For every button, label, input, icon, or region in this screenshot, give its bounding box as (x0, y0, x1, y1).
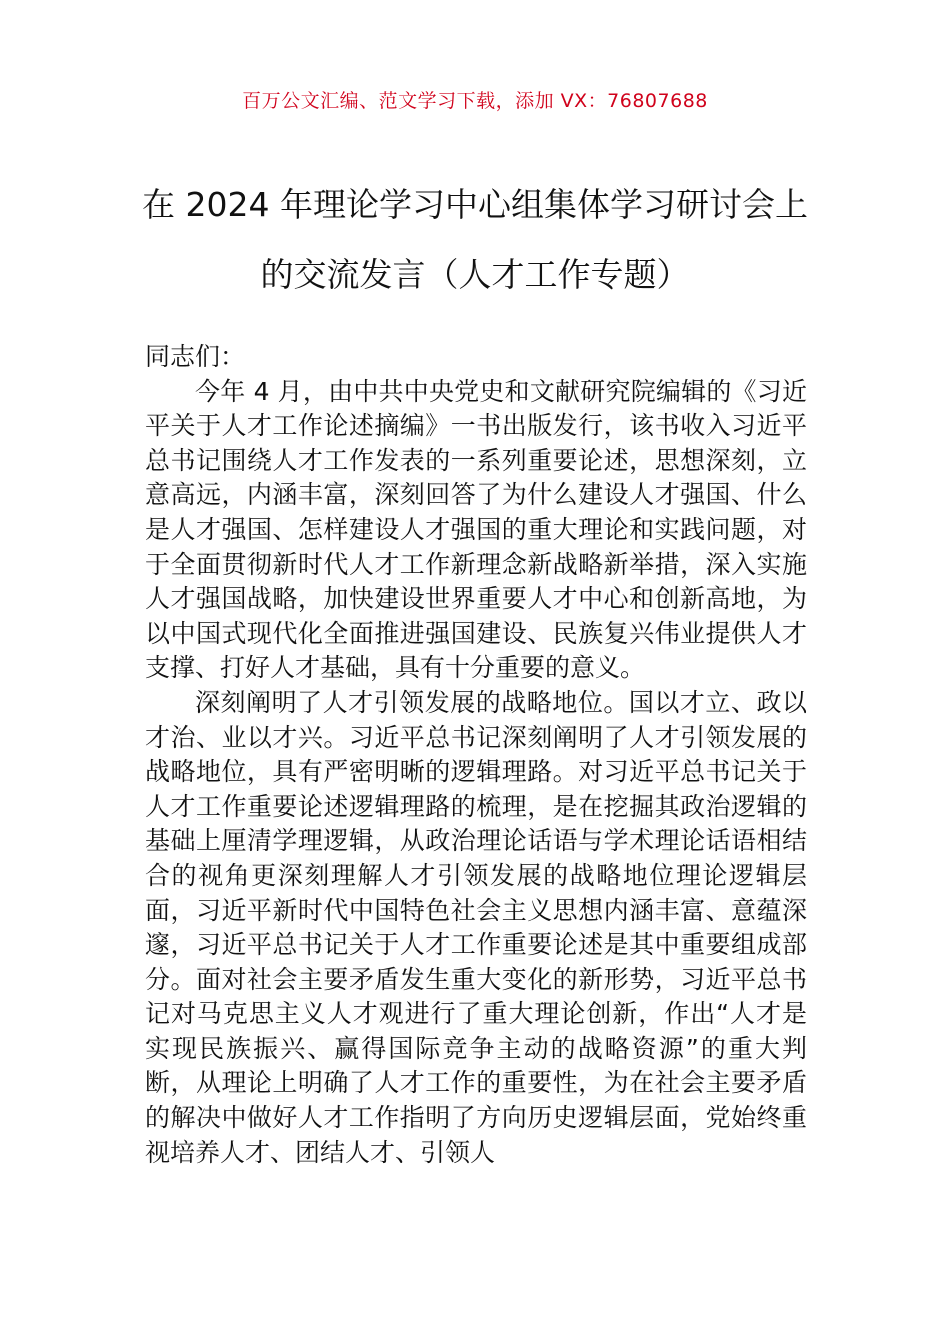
paragraph-intro: 今年 4 月，由中共中央党史和文献研究院编辑的《习近平关于人才工作论述摘编》一书出版发行，该书收入习近平总书记围绕人才工作发表的一系列重要论述，思想深刻，立意高远，内涵丰富，深刻回答了为什么建设人才强国、什么是人才强国、怎样建设人才强国的重大理论和实践问题，对于全面贯彻新时代人才工作新理念新战略新举措，深入实施人才强国战略，加快建设世界重要人才中心和创新高地，为以中国式现代化全面推进强国建设、民族复兴伟业提供人才支撑、打好人才基础，具有十分重要的意义。 (145, 376, 807, 683)
document-title: 在 2024 年理论学习中心组集体学习研讨会上的交流发言（人才工作专题） (142, 185, 808, 294)
paragraph-strategic-position: 深刻阐明了人才引领发展的战略地位。国以才立、政以才治、业以才兴。习近平总书记深刻阐明了人才引领发展的战略地位，具有严密明晰的逻辑理路。对习近平总书记关于人才工作重要论述逻辑理路的梳理，是在挖掘其政治逻辑的基础上厘清学理逻辑，从政治理论话语与学术理论话语相结合的视角更深刻理解人才引领发展的战略地位理论逻辑层面，习近平新时代中国特色社会主义思想内涵丰富、意蕴深邃，习近平总书记关于人才工作重要论述是其中重要组成部分。面对社会主要矛盾发生重大变化的新形势，习近平总书记对马克思主义人才观进行了重大理论创新，作出“人才是实现民族振兴、赢得国际竞争主动的战略资源”的重大判断，从理论上明确了人才工作的重要性，为在社会主要矛盾的解决中做好人才工作指明了方向历史逻辑层面，党始终重视培养人才、团结人才、引领人 (145, 687, 807, 1167)
document-body (145, 340, 807, 1170)
salutation: 同志们： (145, 342, 246, 371)
header-promo-note: 百万公文汇编、范文学习下载，添加 VX：76807688 (242, 90, 708, 112)
